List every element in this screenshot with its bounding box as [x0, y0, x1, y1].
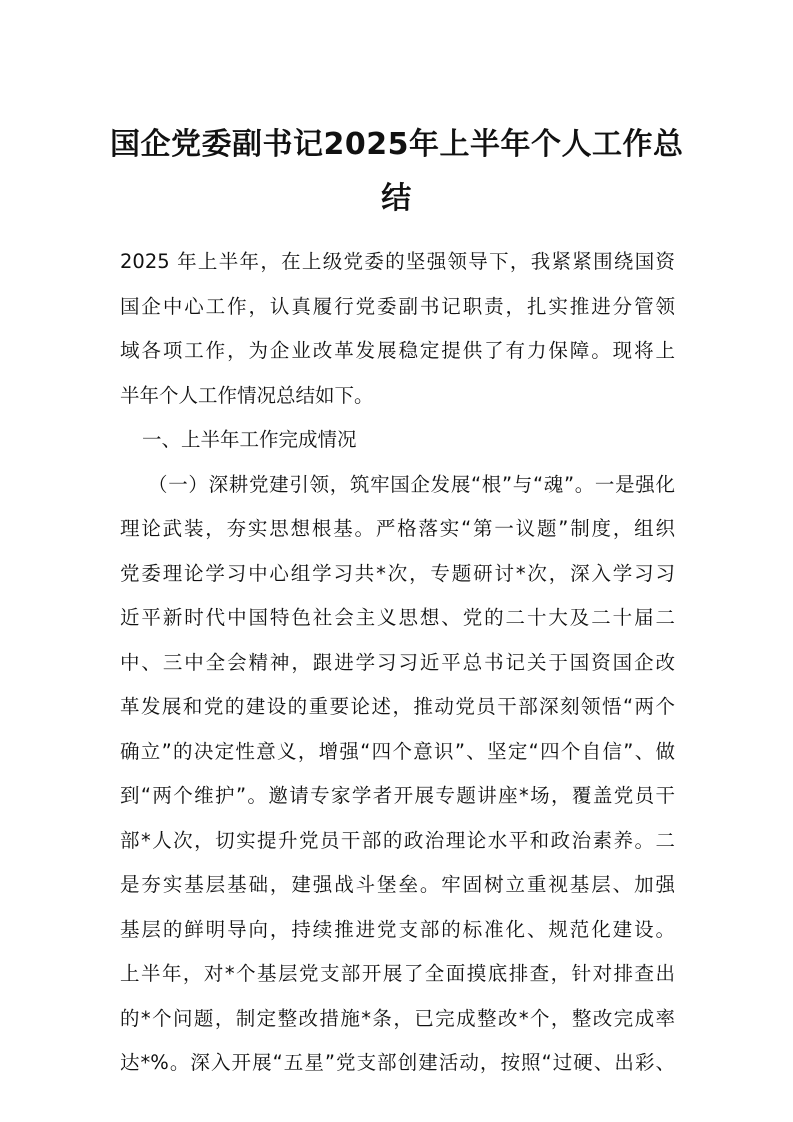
- text-line: （一）深耕党建引领，筑牢国企发展“根”与“魂”。一是强化: [148, 472, 675, 496]
- title-line-1: 国企党委副书记2025年上半年个人工作总: [110, 127, 684, 162]
- text-line: 2025 年上半年，在上级党委的坚强领导下，我紧紧围绕国资: [120, 250, 675, 273]
- text-line: 是夯实基层基础，建强战斗堡垒。牢固树立重视基层、加强: [120, 873, 675, 896]
- paragraph-section-1: [120, 463, 675, 1086]
- text-line: 半年个人工作情况总结如下。: [120, 383, 374, 407]
- text-line: 党委理论学习中心组学习共*次，专题研讨*次，深入学习习: [120, 561, 675, 585]
- section-heading: [120, 418, 675, 463]
- title-line-2: 结: [381, 181, 412, 216]
- paragraph-intro: [120, 240, 675, 418]
- text-line: 的*个问题，制定整改措施*条，已完成整改*个，整改完成率: [120, 1006, 675, 1030]
- text-line: 近平新时代中国特色社会主义思想、党的二十大及二十届二: [120, 606, 675, 629]
- text-line: 确立”的决定性意义，增强“四个意识”、坚定“四个自信”、做: [120, 739, 675, 763]
- text-line: 域各项工作，为企业改革发展稳定提供了有力保障。现将上: [120, 339, 675, 362]
- text-line: 基层的鲜明导向，持续推进党支部的标准化、规范化建设。: [120, 917, 675, 941]
- text-line: 上半年，对*个基层党支部开展了全面摸底排查，针对排查出: [120, 962, 675, 985]
- document-title: [110, 118, 683, 226]
- text-line: 理论武装，夯实思想根基。严格落实“第一议题”制度，组织: [120, 517, 675, 540]
- text-line: 部*人次，切实提升党员干部的政治理论水平和政治素养。二: [120, 828, 675, 852]
- text-line: 到“两个维护”。邀请专家学者开展专题讲座*场，覆盖党员干: [120, 784, 675, 807]
- heading-line: 一、上半年工作完成情况: [142, 428, 357, 451]
- text-line: 国企中心工作，认真履行党委副书记职责，扎实推进分管领: [120, 294, 675, 318]
- text-line: 革发展和党的建设的重要论述，推动党员干部深刻领悟“两个: [120, 695, 675, 718]
- text-line: 达*%。深入开展“五星”党支部创建活动，按照“过硬、出彩、: [120, 1051, 675, 1074]
- text-line: 中、三中全会精神，跟进学习习近平总书记关于国资国企改: [120, 650, 675, 674]
- document-body: [120, 240, 675, 1086]
